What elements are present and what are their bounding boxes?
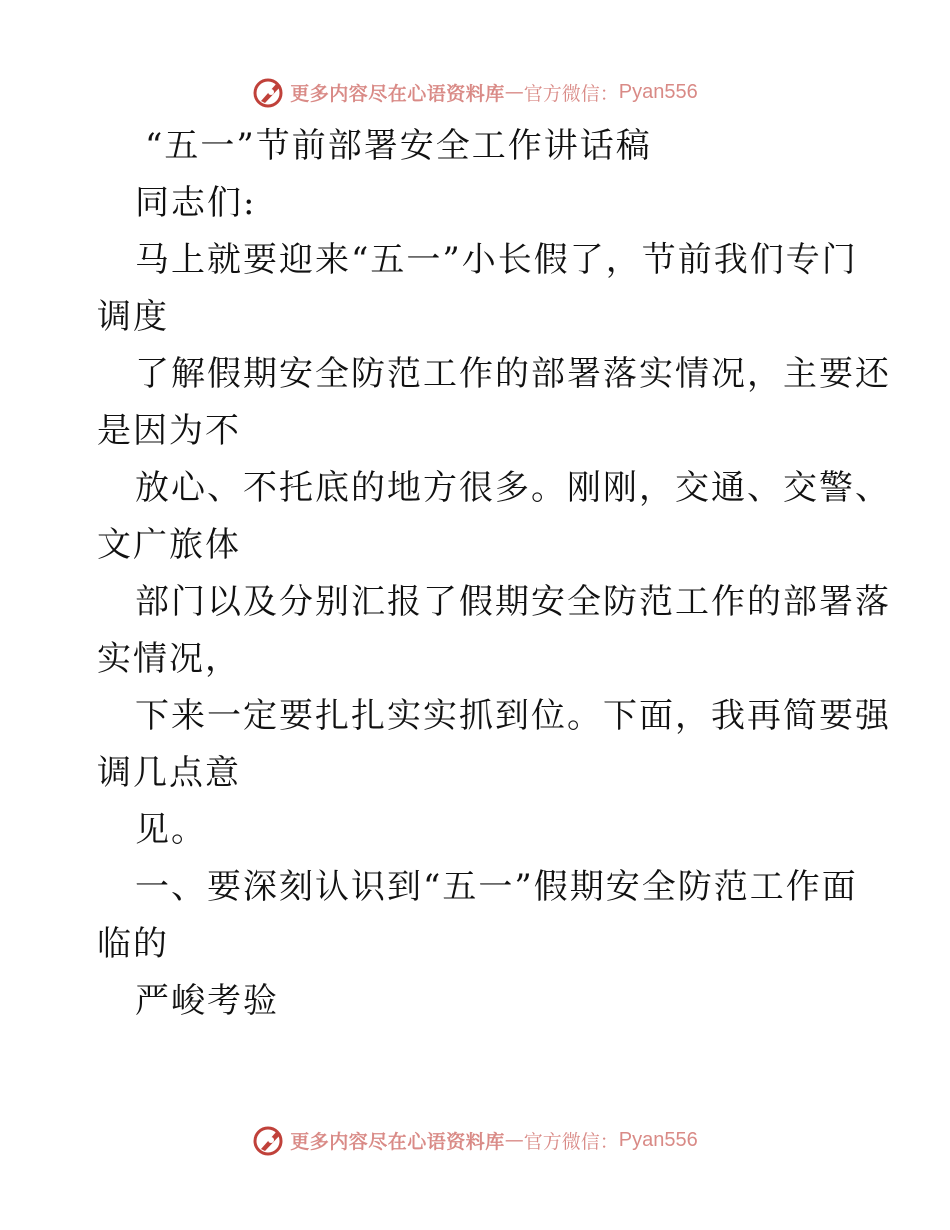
text-line: 调几点意 — [97, 753, 241, 793]
wechat-id: Pyan556 — [618, 80, 698, 103]
pen-logo-icon — [252, 1123, 286, 1157]
banner-text: 更多内容尽在心语资料库 — [290, 1130, 505, 1153]
section-heading-line: 严峻考验 — [135, 981, 279, 1021]
wechat-label: 官方微信： — [523, 1130, 619, 1153]
text-line: 调度 — [97, 297, 169, 337]
text-line: 下来一定要扎扎实实抓到位。下面，我再简要强 — [135, 696, 891, 736]
banner-dash: — — [504, 81, 524, 103]
document-body — [97, 118, 891, 1030]
wechat-label: 官方微信： — [523, 82, 619, 105]
text-line: 实情况， — [97, 639, 241, 679]
text-line: 了解假期安全防范工作的部署落实情况，主要还 — [135, 354, 891, 394]
footer-banner — [0, 1120, 950, 1160]
banner-dash: — — [504, 1129, 524, 1151]
banner-text: 更多内容尽在心语资料库 — [290, 82, 505, 105]
text-line: 部门以及分别汇报了假期安全防范工作的部署落 — [135, 582, 891, 622]
text-line: 是因为不 — [97, 411, 241, 451]
salutation: 同志们: — [135, 183, 257, 223]
text-line: 见。 — [135, 810, 207, 850]
document-title: “五一”节前部署安全工作讲话稿 — [145, 126, 652, 166]
text-line: 文广旅体 — [97, 525, 241, 565]
wechat-id: Pyan556 — [618, 1128, 698, 1151]
pen-logo-icon — [252, 75, 286, 109]
section-heading-line: 一、要深刻认识到“五一”假期安全防范工作面 — [135, 867, 858, 907]
text-line: 马上就要迎来“五一”小长假了，节前我们专门 — [135, 240, 858, 280]
text-line: 放心、不托底的地方很多。刚刚，交通、交警、 — [135, 468, 891, 508]
section-heading-line: 临的 — [97, 924, 169, 964]
header-banner — [0, 72, 950, 112]
